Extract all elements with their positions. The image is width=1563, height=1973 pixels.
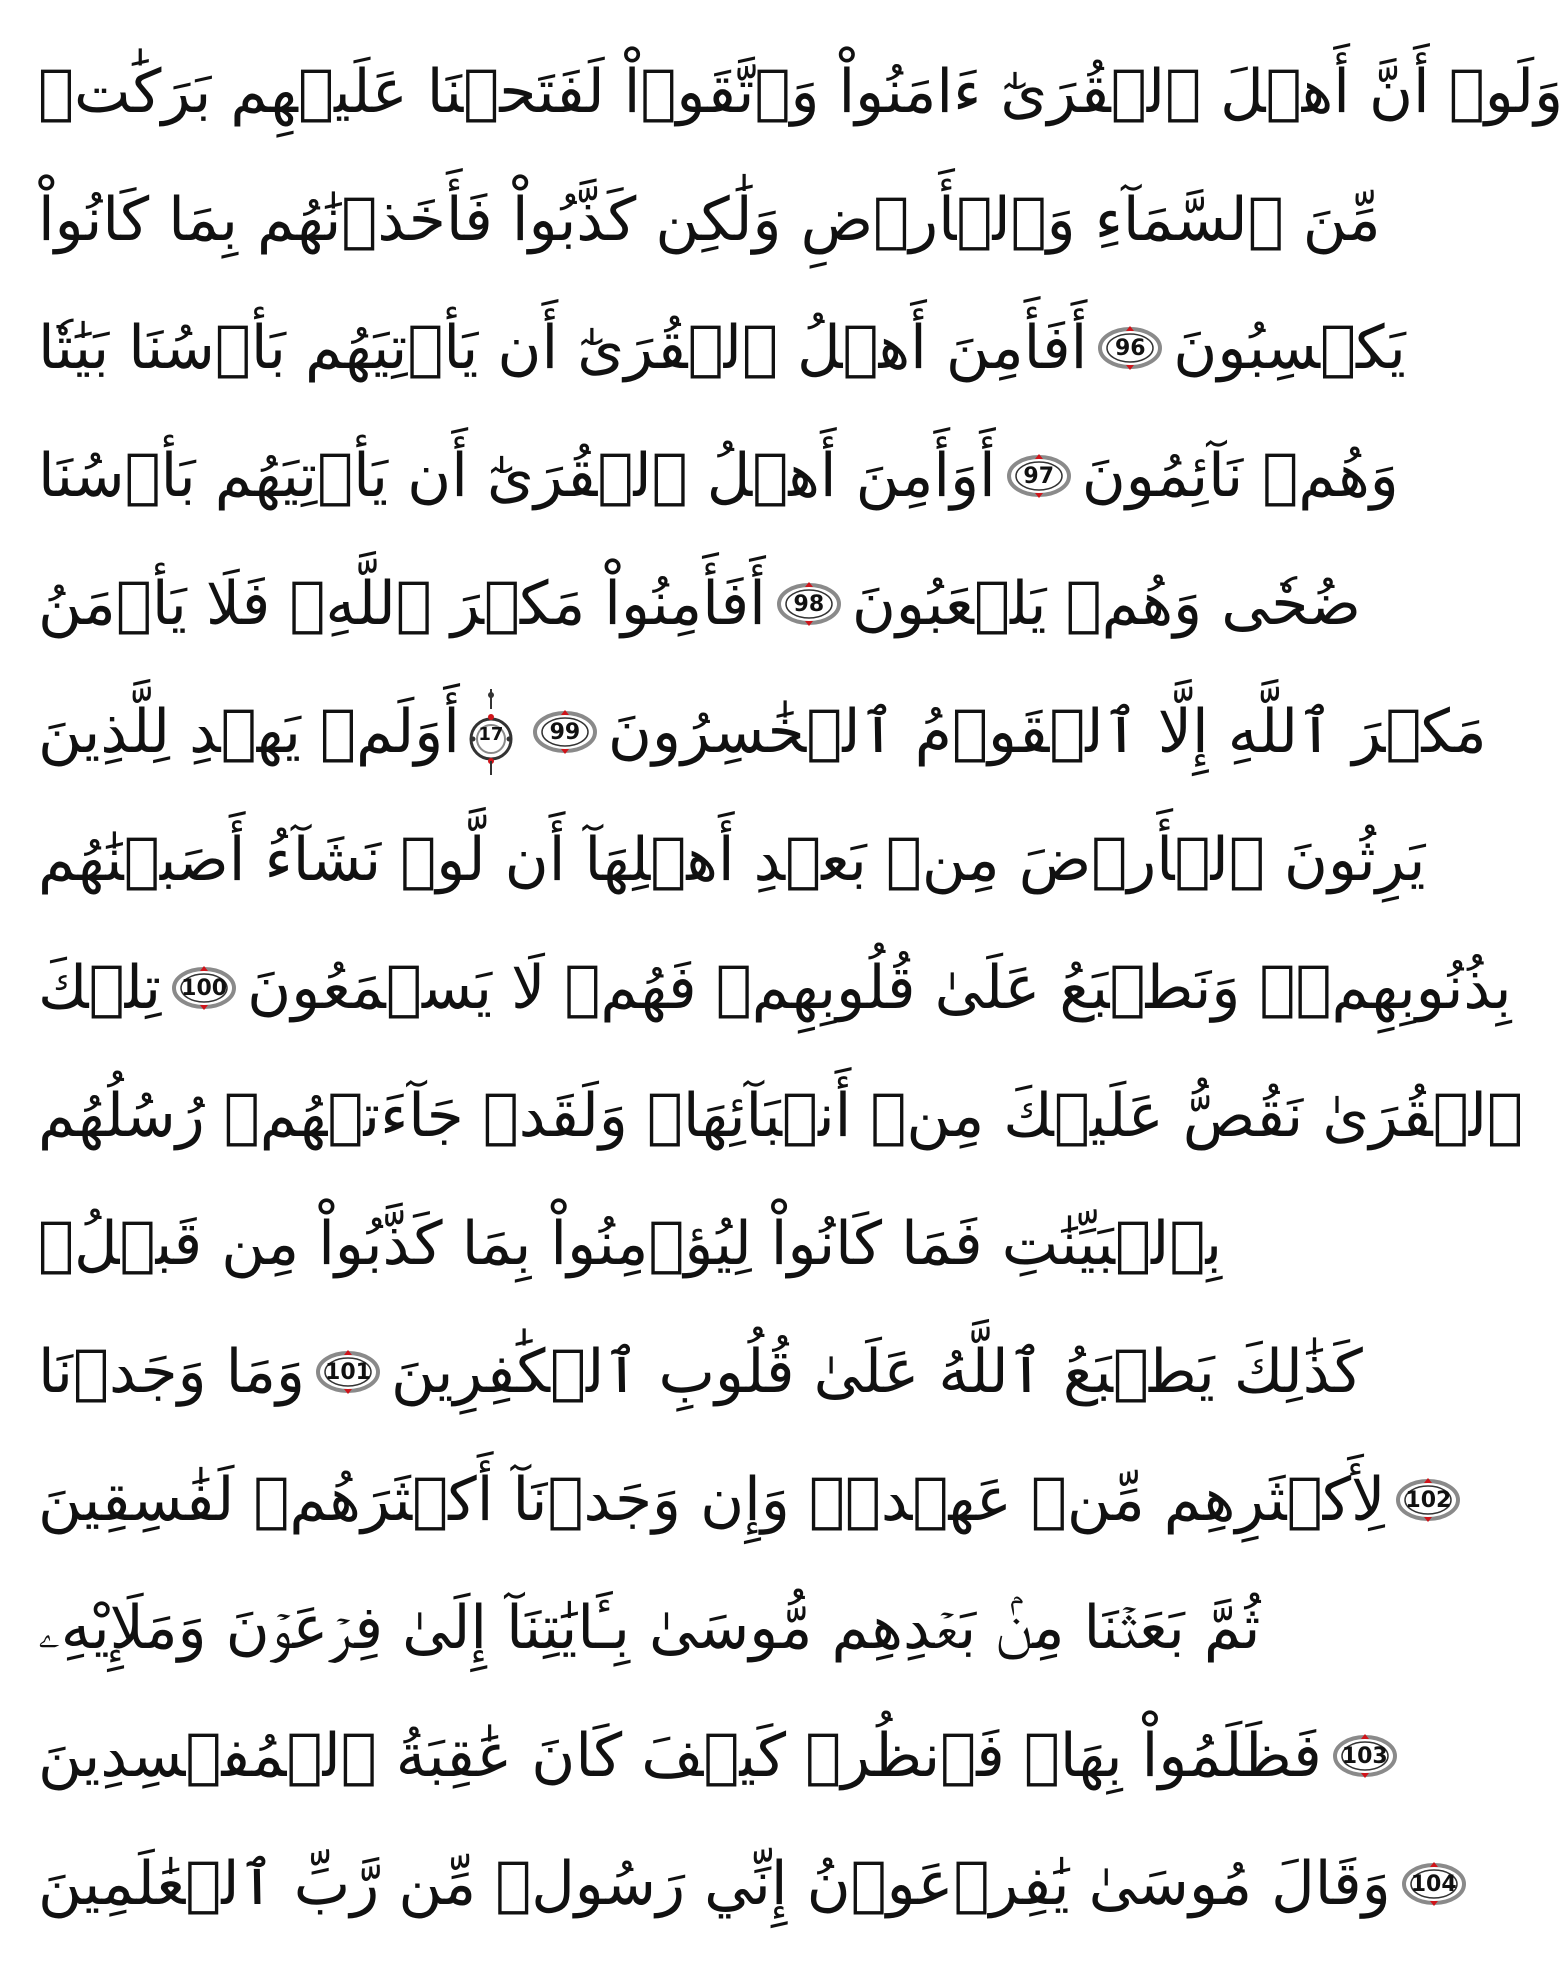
verse-text: يَرِثُونَ ٱلۡأَرۡضَ مِنۢ بَعۡدِ أَهۡلِهَآ أَن لَّوۡ نَشَآءُ أَصَبۡنَٰهُم — [38, 825, 1426, 895]
verse-text: تِلۡكَ — [38, 953, 162, 1023]
verse-text: لِأَكۡثَرِهِم مِّنۡ عَهۡدٖۖ وَإِن وَجَدۡنَآ أَكۡثَرَهُمۡ لَفَٰسِقِينَ — [38, 1465, 1386, 1535]
ayah-number-marker — [1332, 1733, 1398, 1779]
verse-text: مَكۡرَ ٱللَّهِ إِلَّا ٱلۡقَوۡمُ ٱلۡخَٰسِرُونَ — [607, 697, 1487, 767]
verse-text: وَقَالَ مُوسَىٰ يَٰفِرۡعَوۡنُ إِنِّي رَسُولٞ مِّن رَّبِّ ٱلۡعَٰلَمِينَ — [38, 1849, 1391, 1919]
verse-line — [38, 1180, 1222, 1308]
verse-text: ثُمَّ بَعَثۡنَا مِنۢ بَعۡدِهِم مُّوسَىٰ بِـَٔايَٰتِنَآ إِلَىٰ فِرۡعَوۡنَ وَمَلَإِيْهِۦ — [38, 1593, 1261, 1663]
verse-line — [38, 156, 1381, 284]
verse-text: كَذَٰلِكَ يَطۡبَعُ ٱللَّهُ عَلَىٰ قُلُوبِ ٱلۡكَٰفِرِينَ — [391, 1337, 1363, 1407]
verse-text: ٱلۡقُرَىٰ نَقُصُّ عَلَيۡكَ مِنۡ أَنۢبَآئِهَاۚ وَلَقَدۡ جَآءَتۡهُمۡ رُسُلُهُم — [38, 1081, 1524, 1151]
ayah-number-marker — [315, 1349, 381, 1395]
verse-text: فَظَلَمُواْ بِهَاۖ فَٱنظُرۡ كَيۡفَ كَانَ عَٰقِبَةُ ٱلۡمُفۡسِدِينَ — [38, 1721, 1322, 1791]
verse-line — [38, 1564, 1261, 1692]
verse-text: أَفَأَمِنَ أَهۡلُ ٱلۡقُرَىٰٓ أَن يَأۡتِيَهُم بَأۡسُنَا بَيَٰتٗا — [38, 313, 1088, 383]
verse-text: وَمَا وَجَدۡنَا — [38, 1337, 306, 1407]
ayah-number: 99 — [549, 719, 581, 745]
ayah-number: 102 — [1405, 1487, 1452, 1513]
hizb-marker — [468, 687, 514, 777]
ayah-number-marker — [1006, 453, 1072, 499]
verse-line — [38, 1436, 1452, 1564]
verse-line — [38, 1820, 1457, 1948]
ayah-number: 103 — [1341, 1743, 1388, 1769]
verse-text: أَوَلَمۡ يَهۡدِ لِلَّذِينَ — [38, 697, 460, 767]
verse-line — [38, 412, 1399, 540]
verse-line — [38, 284, 1406, 412]
verse-line — [38, 796, 1426, 924]
ayah-number-marker — [776, 581, 842, 627]
verse-line — [38, 668, 1487, 796]
verse-line — [38, 1308, 1363, 1436]
ayah-number: 96 — [1114, 335, 1146, 361]
ayah-number-marker — [171, 965, 237, 1011]
verse-line — [38, 28, 1563, 156]
verse-line — [38, 1052, 1524, 1180]
verse-line — [38, 540, 1361, 668]
verse-text: وَهُمۡ نَآئِمُونَ — [1081, 441, 1399, 511]
ayah-number-marker — [1097, 325, 1163, 371]
verse-text: أَوَأَمِنَ أَهۡلُ ٱلۡقُرَىٰٓ أَن يَأۡتِيَهُم بَأۡسُنَا — [38, 441, 996, 511]
verse-text: مِّنَ ٱلسَّمَآءِ وَٱلۡأَرۡضِ وَلَٰكِن كَذَّبُواْ فَأَخَذۡنَٰهُم بِمَا كَانُواْ — [38, 185, 1381, 255]
hizb-number: 17 — [478, 723, 504, 745]
verse-text: بِذُنُوبِهِمۡۚ وَنَطۡبَعُ عَلَىٰ قُلُوبِهِمۡ فَهُمۡ لَا يَسۡمَعُونَ — [247, 953, 1512, 1023]
ayah-number: 104 — [1410, 1871, 1457, 1897]
verse-text: يَكۡسِبُونَ — [1173, 313, 1406, 383]
verse-text: بِٱلۡبَيِّنَٰتِ فَمَا كَانُواْ لِيُؤۡمِنُواْ بِمَا كَذَّبُواْ مِن قَبۡلُۚ — [38, 1209, 1223, 1279]
ayah-number-marker — [532, 709, 598, 755]
verse-line — [38, 1692, 1388, 1820]
verse-text: وَلَوۡ أَنَّ أَهۡلَ ٱلۡقُرَىٰٓ ءَامَنُواْ وَٱتَّقَوۡاْ لَفَتَحۡنَا عَلَيۡهِم بَرَكَٰتٖ — [38, 57, 1563, 127]
verse-text: أَفَأَمِنُواْ مَكۡرَ ٱللَّهِۚ فَلَا يَأۡمَنُ — [38, 569, 766, 639]
verse-line — [38, 924, 1512, 1052]
ayah-number: 98 — [793, 591, 825, 617]
ayah-number: 100 — [181, 975, 228, 1001]
ayah-number: 97 — [1023, 463, 1055, 489]
ayah-number: 101 — [325, 1359, 371, 1385]
ayah-number-marker — [1395, 1477, 1461, 1523]
verse-text: ضُحٗى وَهُمۡ يَلۡعَبُونَ — [851, 569, 1361, 639]
ayah-number-marker — [1401, 1861, 1467, 1907]
